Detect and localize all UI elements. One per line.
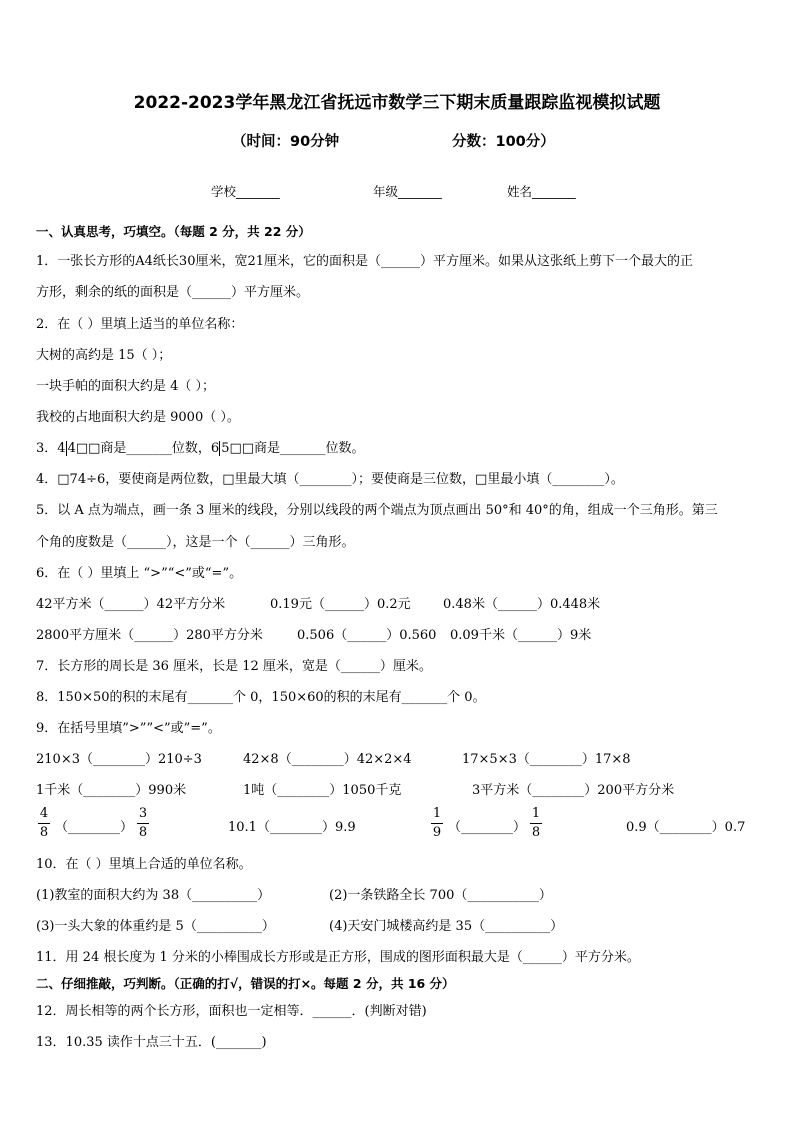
q2-a: 大树的高约是 15（ ）； bbox=[36, 348, 172, 363]
school-field: 学校_______ bbox=[211, 184, 280, 199]
denominator: 8 bbox=[138, 825, 148, 840]
fraction-1-8 bbox=[530, 806, 542, 841]
q4: 4．□74÷6，要使商是两位数，□里最大填（________）；要使商是三位数，□里最小填（________）。 bbox=[36, 472, 624, 487]
q2-b: 一块手帕的面积大约是 4（ ）； bbox=[36, 379, 216, 394]
q9-blank: （________） bbox=[55, 820, 134, 835]
grade-field: 年级_______ bbox=[373, 184, 442, 199]
q11: 11．用 24 根长度为 1 分米的小棒围成长方形或是正方形，围成的图形面积最大是（______）平方分米。 bbox=[36, 950, 640, 965]
section-2-heading: 二、仔细推敲，巧判断。（正确的打√，错误的打×。每题 2 分，共 16 分） bbox=[36, 976, 455, 991]
denominator: 9 bbox=[432, 825, 442, 840]
fraction-bar bbox=[137, 823, 149, 824]
q3-dividend-2: 5□□ bbox=[221, 441, 255, 456]
fraction-bar bbox=[530, 823, 542, 824]
fraction-3-8 bbox=[137, 806, 149, 841]
q9-item: 42×8（________）42×2×4 bbox=[243, 752, 412, 767]
q10-d: (4)天安门城楼高约是 35（__________） bbox=[329, 919, 564, 934]
q9-item: 1千米（________）990米 bbox=[36, 783, 187, 798]
q3-dividend-1: 4□□ bbox=[67, 441, 101, 456]
q9-item: 10.1（________）9.9 bbox=[228, 820, 356, 835]
fraction-1-9 bbox=[431, 806, 443, 841]
name-field: 姓名_______ bbox=[507, 184, 576, 199]
numerator: 1 bbox=[531, 806, 541, 821]
q1-line1: 1．一张长方形的A4纸长30厘米，宽21厘米，它的面积是（______）平方厘米。如果从这张纸上剪下一个最大的正 bbox=[36, 254, 694, 269]
q10-a: (1)教室的面积大约为 38（__________） bbox=[36, 888, 271, 903]
q1-line2: 方形，剩余的纸的面积是（______）平方厘米。 bbox=[36, 285, 310, 300]
q6-item: 2800平方厘米（______）280平方分米 bbox=[36, 628, 263, 643]
exam-score: 分数：100分） bbox=[452, 134, 555, 150]
q9-blank: （________） bbox=[448, 820, 527, 835]
denominator: 8 bbox=[39, 825, 49, 840]
numerator: 1 bbox=[432, 806, 442, 821]
q9-item: 1吨（________）1050千克 bbox=[243, 783, 402, 798]
q12: 12．周长相等的两个长方形，面积也一定相等．______．(判断对错) bbox=[36, 1004, 427, 1019]
q3-divisor-1: 4 bbox=[57, 441, 66, 456]
q10-stem: 10．在（ ）里填上合适的单位名称。 bbox=[36, 857, 252, 872]
q6-item: 0.19元（______）0.2元 bbox=[270, 597, 411, 612]
exam-time: （时间：90分钟 bbox=[232, 134, 340, 150]
q6-item: 0.09千米（______）9米 bbox=[450, 628, 592, 643]
q5-line1: 5．以 A 点为端点，画一条 3 厘米的线段，分别以线段的两个端点为顶点画出 50°和 40°的角，组成一个三角形。第三 bbox=[36, 503, 718, 518]
q6-item: 0.506（______）0.560 bbox=[297, 628, 437, 643]
q9-item: 210×3（________）210÷3 bbox=[36, 752, 202, 767]
q7: 7．长方形的周长是 36 厘米，长是 12 厘米，宽是（______）厘米。 bbox=[36, 659, 432, 674]
q8: 8．150×50的积的末尾有_______个 0，150×60的积的末尾有_______个 0。 bbox=[36, 690, 486, 705]
q9-stem: 9．在括号里填”>””<”或”=”。 bbox=[36, 721, 221, 736]
q5-line2: 个角的度数是（______），这是一个（______）三角形。 bbox=[36, 535, 355, 550]
q2-stem: 2．在（ ）里填上适当的单位名称： bbox=[36, 317, 244, 332]
q6-item: 42平方米（______）42平方分米 bbox=[36, 597, 226, 612]
q9-item: 0.9（________）0.7 bbox=[626, 820, 746, 835]
fraction-bar bbox=[38, 823, 50, 824]
q10-c: (3)一头大象的体重约是 5（__________） bbox=[36, 919, 275, 934]
q6-item: 0.48米（______）0.448米 bbox=[443, 597, 601, 612]
q10-b: (2)一条铁路全长 700（___________） bbox=[329, 888, 552, 903]
section-1-heading: 一、认真思考，巧填空。（每题 2 分，共 22 分） bbox=[36, 224, 311, 239]
q3 bbox=[36, 437, 365, 456]
page-title: 2022-2023学年黑龙江省抚远市数学三下期末质量跟踪监视模拟试题 bbox=[133, 93, 661, 113]
q9-item: 3平方米（________）200平方分米 bbox=[472, 783, 675, 798]
numerator: 3 bbox=[138, 806, 148, 821]
q3-suffix: 商是_______位数。 bbox=[254, 441, 365, 456]
fraction-bar bbox=[431, 823, 443, 824]
q3-divisor-2: 6 bbox=[210, 441, 220, 456]
q6-stem: 6．在（ ）里填上 “>”“<”或“=”。 bbox=[36, 566, 243, 581]
numerator: 4 bbox=[39, 806, 49, 821]
denominator: 8 bbox=[531, 825, 541, 840]
q3-mid: 商是_______位数， bbox=[100, 441, 211, 456]
fraction-4-8 bbox=[38, 806, 50, 841]
q3-prefix: 3． bbox=[36, 441, 58, 456]
q9-item: 17×5×3（________）17×8 bbox=[462, 752, 631, 767]
q2-c: 我校的占地面积大约是 9000（ ）。 bbox=[36, 410, 240, 425]
q13: 13．10.35 读作十点三十五．(_______) bbox=[36, 1035, 267, 1050]
